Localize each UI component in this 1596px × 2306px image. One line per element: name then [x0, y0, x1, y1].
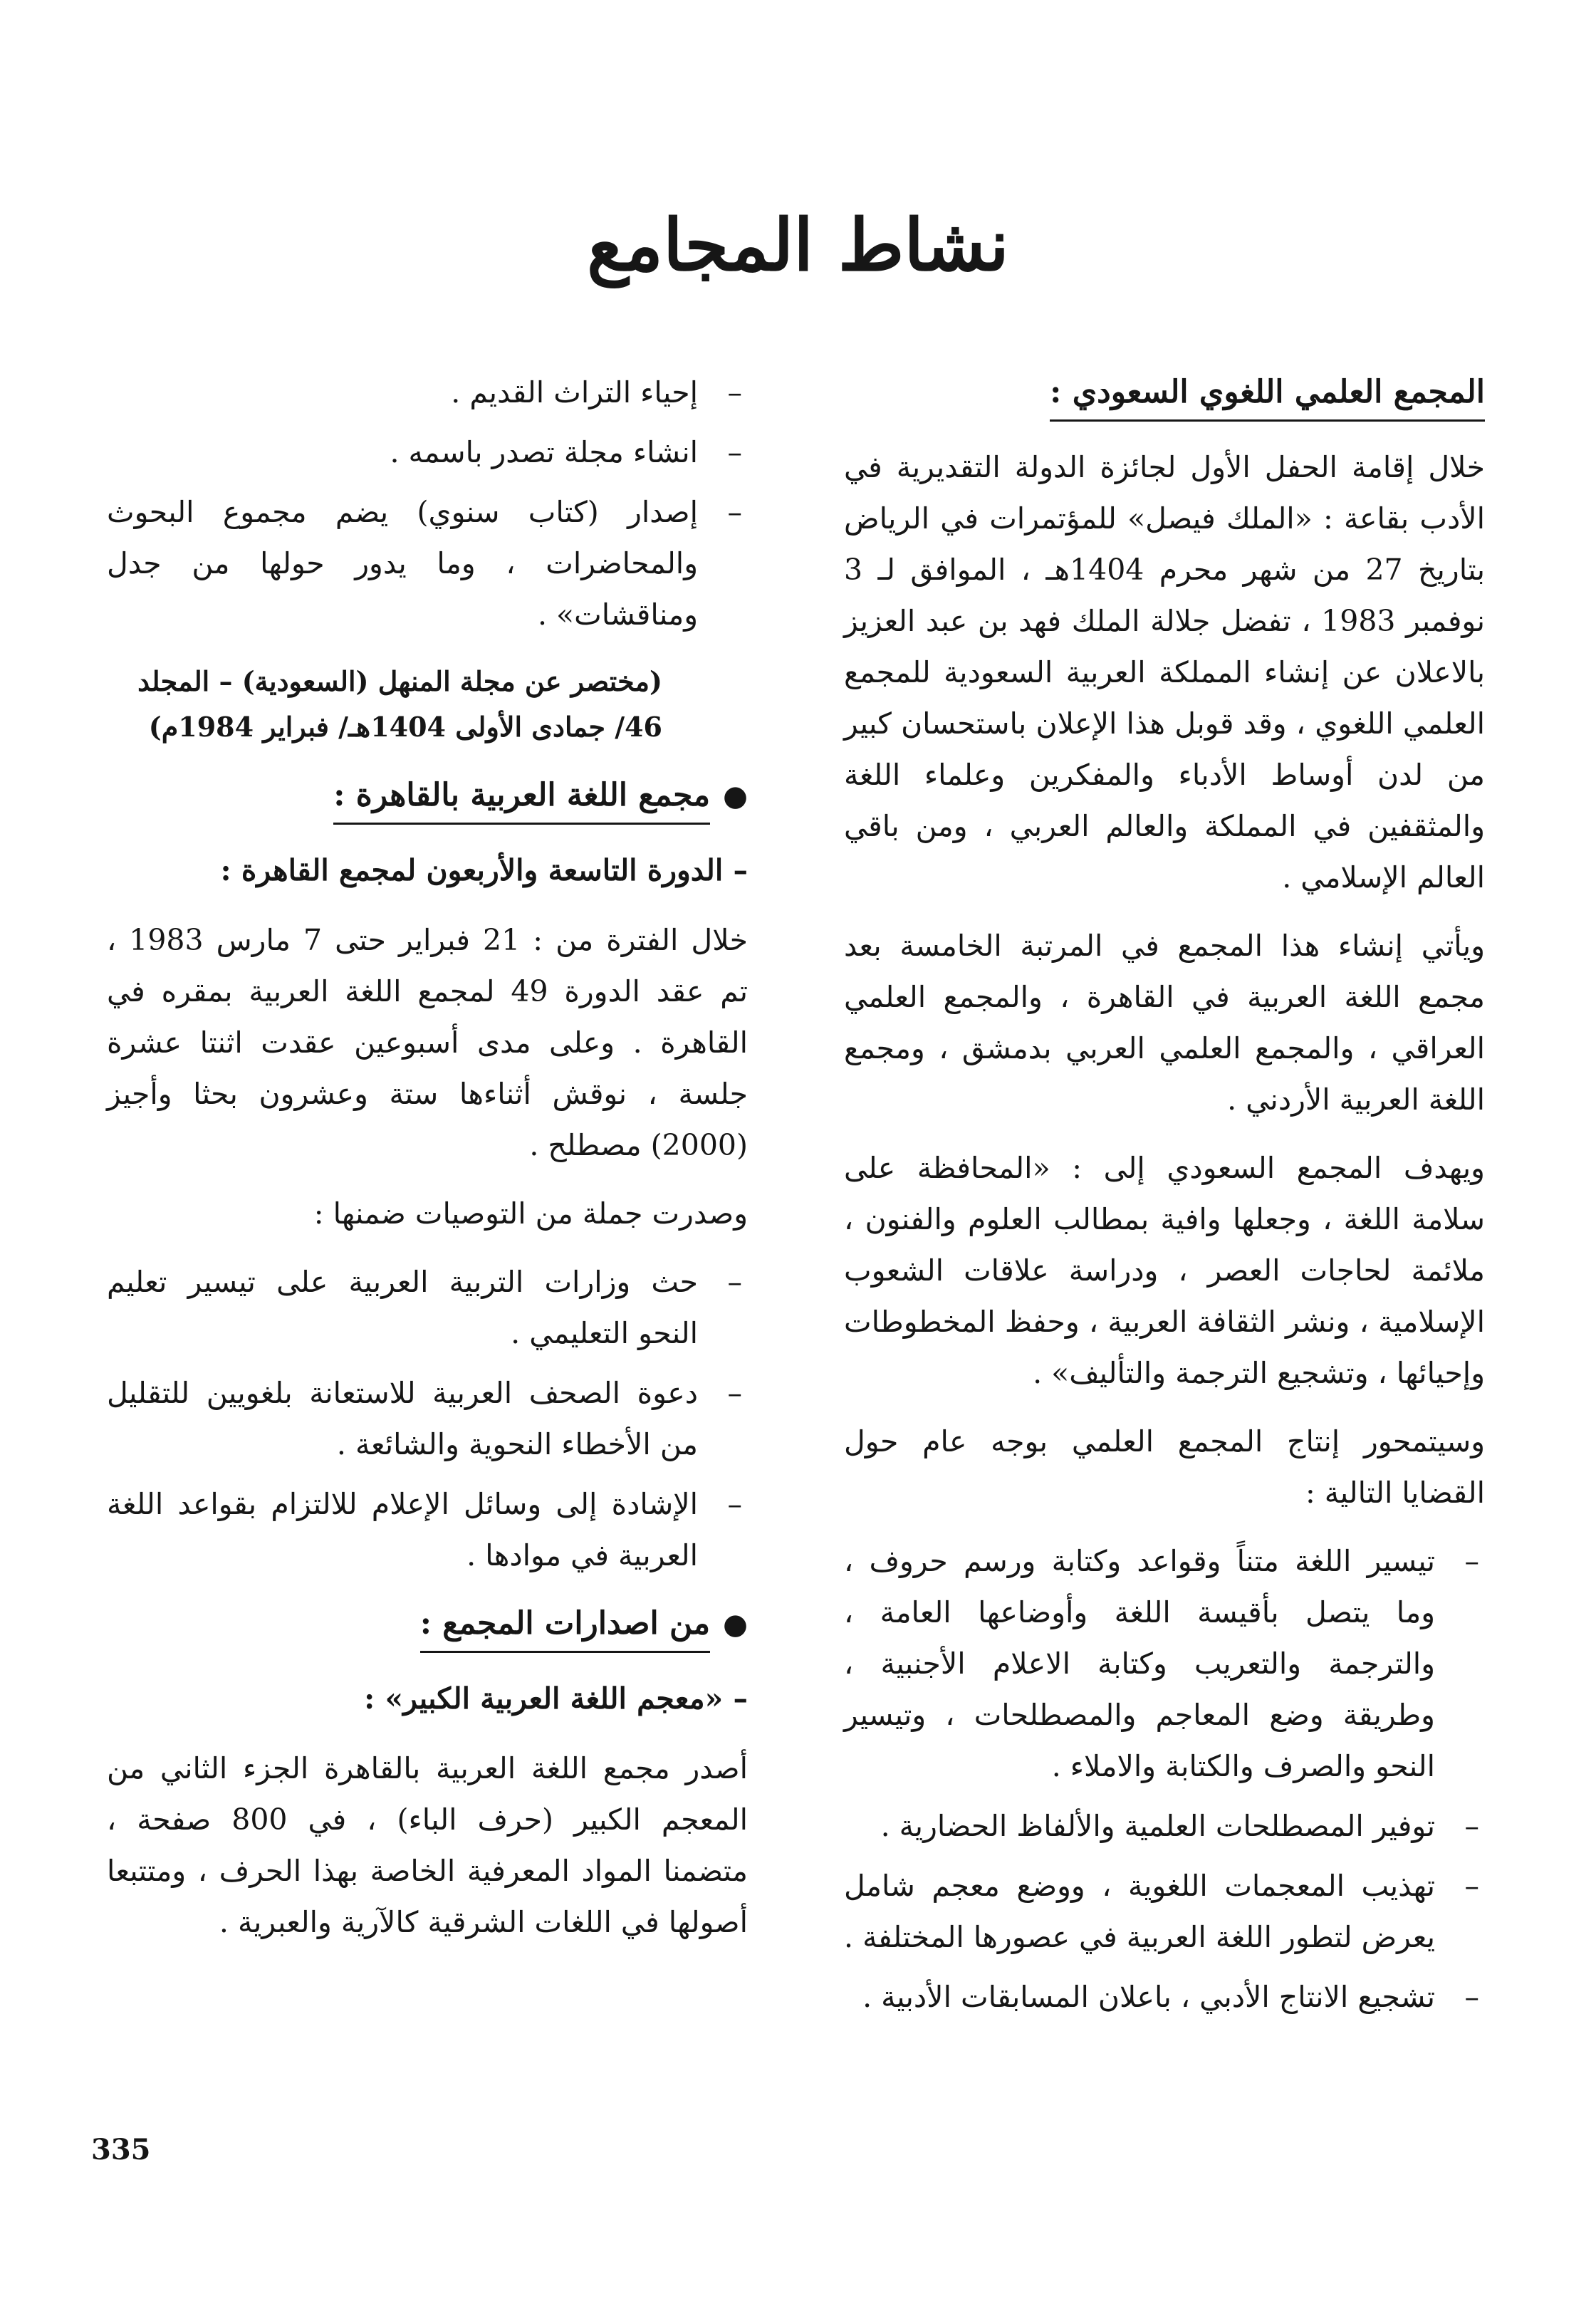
left-column — [107, 367, 748, 1965]
source-note: (مختصر عن مجلة المنهل (السعودية) – المجلد 46/ جمادى الأولى 1404هـ/ فبراير 1984م) — [137, 665, 662, 743]
page-number: 335 — [91, 2133, 151, 2166]
bullet-icon: ● — [723, 779, 748, 813]
dictionary-subheading: – «معجم اللغة العربية الكبير» : — [364, 1681, 748, 1716]
saudi-academy-heading-text: المجمع العلمي اللغوي السعودي : — [1050, 367, 1485, 422]
saudi-paragraph-1: خلال إقامة الحفل الأول لجائزة الدولة التقديرية في الأدب بقاعة : «الملك فيصل» للمؤتمرات في الرياض بتاريخ 27 من شهر محرم 1404هـ ، الموافق لـ 3 نوفمبر 1983 ، تفضل جلالة الملك فهد بن عبد العزيز بالاعلان عن إنشاء المملكة العربية السعودية للمجمع العلمي اللغوي ، وقد قوبل هذا الإعلان باستحسان كبير من لدن أوساط الأدباء والمفكرين وعلماء اللغة والمثقفين في المملكة والعالم العربي ، ومن باقي العالم الإسلامي . — [844, 450, 1486, 894]
list-item: – الإشادة إلى وسائل الإعلام للالتزام بقواعد اللغة العربية في موادها . — [107, 1478, 748, 1581]
list-item: – تشجيع الانتاج الأدبي ، باعلان المسابقات الأدبية . — [844, 1971, 1485, 2023]
saudi-paragraph-4: وسيتمحور إنتاج المجمع العلمي بوجه عام حول القضايا التالية : — [844, 1424, 1485, 1510]
saudi-goals-continued-list — [107, 367, 748, 640]
cairo-paragraph-1: خلال الفترة من : 21 فبراير حتى 7 مارس 1983 ، تم عقد الدورة 49 لمجمع اللغة العربية بمقره في القاهرة . وعلى مدى أسبوعين عقدت اثنتا عشرة جلسة ، نوقش أثناءها ستة وعشرون بحثا وأجيز (2000) مصطلح . — [107, 923, 748, 1162]
list-item: – انشاء مجلة تصدر باسمه . — [107, 427, 748, 478]
list-item: – تيسير اللغة متناً وقواعد وكتابة ورسم حروف ، وما يتصل بأقيسة اللغة وأوضاعها العامة ، والترجمة والتعريب وكتابة الاعلام الأجنبية ، وطريقة وضع المعاجم والمصطلحات ، وتيسير النحو والصرف والكتابة والاملاء . — [844, 1535, 1485, 1792]
saudi-academy-heading — [844, 367, 1485, 422]
cairo-paragraph-2: وصدرت جملة من التوصيات ضمنها : — [313, 1196, 748, 1231]
cairo-academy-heading-text: مجمع اللغة العربية بالقاهرة : — [333, 770, 710, 825]
cairo-session-subheading: – الدورة التاسعة والأربعون لمجمع القاهرة : — [220, 853, 748, 887]
cairo-academy-heading — [107, 770, 748, 825]
list-item: – حث وزارات التربية العربية على تيسير تعليم النحو التعليمي . — [107, 1256, 748, 1359]
right-column — [844, 367, 1485, 2040]
list-item: – إصدار (كتاب سنوي) يضم مجموع البحوث والمحاضرات ، وما يدور حولها من جدل ومناقشات» . — [107, 486, 748, 640]
page-title: نشاط المجامع — [587, 203, 1009, 287]
list-item: – دعوة الصحف العربية للاستعانة بلغويين للتقليل من الأخطاء النحوية والشائعة . — [107, 1367, 748, 1470]
bullet-icon: ● — [723, 1607, 748, 1641]
saudi-paragraph-2: ويأتي إنشاء هذا المجمع في المرتبة الخامسة بعد مجمع اللغة العربية في القاهرة ، والمجمع العلمي العراقي ، والمجمع العلمي العربي بدمشق ، ومجمع اللغة العربية الأردني . — [844, 929, 1485, 1117]
dictionary-paragraph: أصدر مجمع اللغة العربية بالقاهرة الجزء الثاني من المعجم الكبير (حرف الباء) ، في 800 صفحة ، متضمنا المواد المعرفية الخاصة بهذا الحرف ، ومتتبعا أصولها في اللغات الشرقية كالآرية والعبرية . — [107, 1751, 748, 1939]
saudi-paragraph-3: ويهدف المجمع السعودي إلى : «المحافظة على سلامة اللغة ، وجعلها وافية بمطالب العلوم والفنون ، ملائمة لحاجات العصر ، ودراسة علاقات الشعوب الإسلامية ، ونشر الثقافة العربية ، وحفظ المخطوطات وإحيائها ، وتشجيع الترجمة والتأليف» . — [844, 1151, 1485, 1390]
publications-heading-text: من اصدارات المجمع : — [420, 1598, 710, 1653]
list-item: – تهذيب المعجمات اللغوية ، ووضع معجم شامل يعرض لتطور اللغة العربية في عصورها المختلفة . — [844, 1860, 1485, 1963]
publications-heading — [107, 1598, 748, 1653]
list-item: – توفير المصطلحات العلمية والألفاظ الحضارية . — [844, 1800, 1485, 1852]
saudi-goals-list — [844, 1535, 1485, 2023]
recommendations-list — [107, 1256, 748, 1581]
list-item: – إحياء التراث القديم . — [107, 367, 748, 418]
